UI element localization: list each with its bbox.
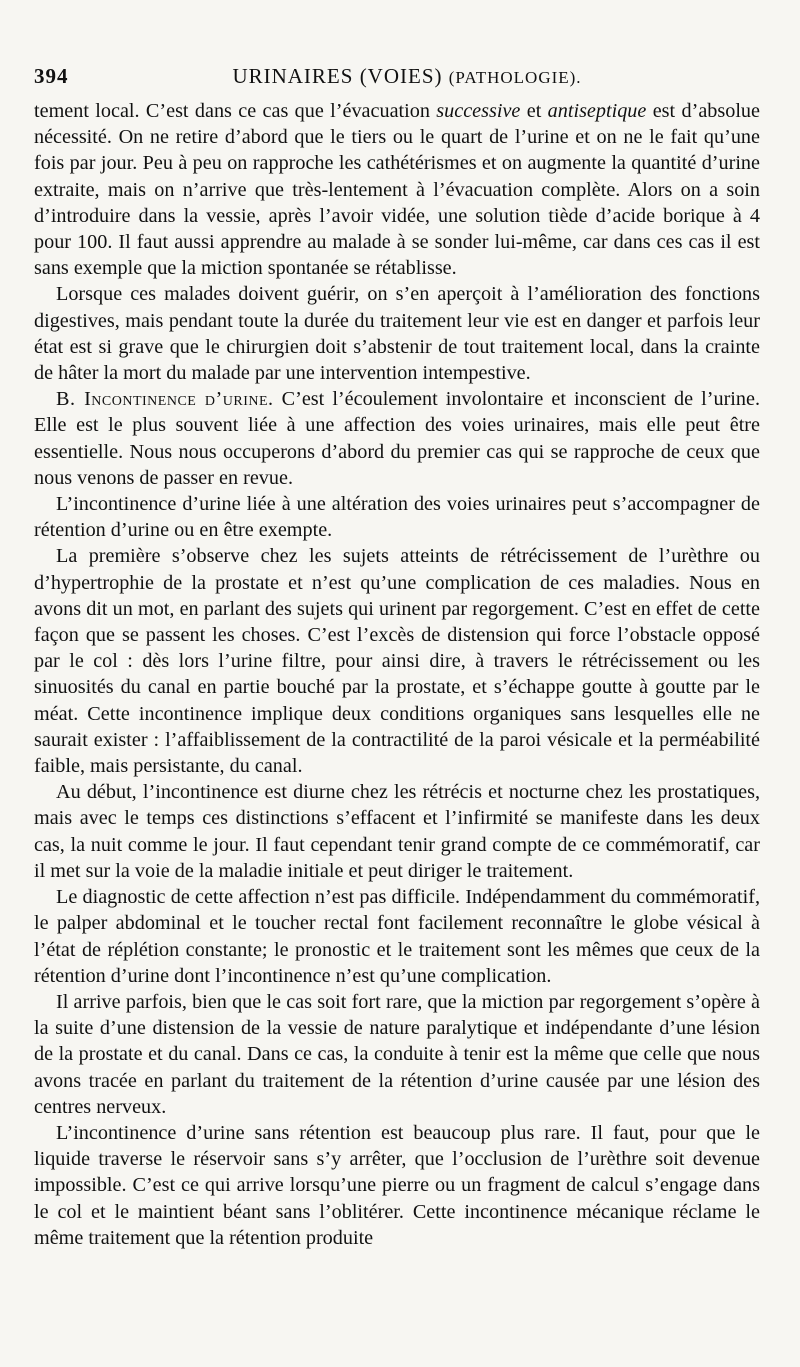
paragraph-1 [34,98,760,281]
running-title [34,64,760,89]
paragraph-1-text-a: tement local. C’est dans ce cas que l’évacuation [34,100,437,122]
paragraph-6: Au début, l’incontinence est diurne chez les rétrécis et nocturne chez les prostatiques, mais avec le temps ces distinctions s’effacent et l’infirmité se manifeste dans les deux cas, la nuit comme le jour. Il faut cependant tenir grand compte de ce commémoratif, car il met sur la voie de la maladie initiale et peut diriger le traitement. [34,781,760,882]
paragraph-1-text-b: et [520,100,548,122]
paragraph-3-text: C’est l’écoulement involontaire et inconscient de l’urine. Elle est le plus souvent liée à une affection des voies urinaires, mais elle peut être essentielle. Nous nous occuperons d’abord du premier cas qui se rapproche de ceux que nous venons de passer en revue. [34,388,761,489]
paragraph-8: Il arrive parfois, bien que le cas soit fort rare, que la miction par regorgement s’opère à la suite d’une distension de la vessie de nature paralytique et indépendante d’une lésion de la prostate et du canal. Dans ce cas, la conduite à tenir est la même que celle que nous avons tracée en parlant du traitement de la rétention d’urine causée par une lésion des centres nerveux. [34,990,760,1118]
paragraph-9: L’incontinence d’urine sans rétention est beaucoup plus rare. Il faut, pour que le liquide traverse le réservoir sans s’y arrêter, que l’occlusion de l’urèthre soit devenue impossible. C’est ce qui arrive lorsqu’une pierre ou un fragment de calcul s’engage dans le col et le maintient béant sans l’oblitérer. Cette incontinence mécanique réclame le même traitement que la rétention produite [34,1121,760,1249]
page-number: 394 [34,64,69,88]
running-title-subtitle: (PATHOLOGIE). [448,68,582,87]
paragraph-1-text-c: est d’absolue nécessité. On ne retire d’abord que le tiers ou le quart de l’urine et on ne le fait qu’une fois par jour. Peu à peu on rapproche les cathétérismes et on augmente la quantité d’urine extraite, mais on n’arrive que très-lentement à l’évacuation complète. Alors on a soin d’introduire dans la vessie, après l’avoir vidée, une solution tiède d’acide borique à 4 pour 100. Il faut aussi apprendre au malade à se sonder lui-même, car dans ces cas il est sans exemple que la miction spontanée se rétablisse. [34,100,760,280]
paragraph-2: Lorsque ces malades doivent guérir, on s’en aperçoit à l’amélioration des fonctions digestives, mais pendant toute la durée du traitement leur vie est en danger et parfois leur état est si grave que le chirurgien doit s’abstenir de tout traitement local, dans la crainte de hâter la mort du malade par une intervention intempestive. [34,283,760,385]
running-header [34,58,760,98]
paragraph-1-emphasis-successive: successive [436,100,521,122]
paragraph-7: Le diagnostic de cette affection n’est pas difficile. Indépendamment du commémoratif, le palper abdominal et le toucher rectal font facilement reconnaître le globe vésical à l’état de réplétion constante; le pronostic et le traitement sont les mêmes que ceux de la rétention d’urine dont l’incontinence n’est qu’une complication. [34,886,760,987]
page-body [34,98,760,1251]
paragraph-5: La première s’observe chez les sujets atteints de rétrécissement de l’urèthre ou d’hypertrophie de la prostate et n’est qu’une complication de ces maladies. Nous en avons dit un mot, en parlant des sujets qui urinent par regorgement. C’est en effet de cette façon que se passent les choses. C’est l’excès de distension qui force l’obstacle opposé par le col : dès lors l’urine filtre, pour ainsi dire, à travers le rétrécissement ou les sinuosités du canal en partie bouché par la prostate, et s’échappe goutte à goutte par le méat. Cette incontinence implique deux conditions organiques sans lesquelles elle ne saurait exister : l’affaiblissement de la contractilité de la paroi vésicale et la perméabilité faible, mais persistante, du canal. [34,545,760,778]
section-heading-incontinence: B. Incontinence d’urine. [56,388,274,411]
paragraph-1-emphasis-antiseptique: antiseptique [547,100,647,122]
paragraph-3 [34,386,760,491]
running-title-main: URINAIRES (VOIES) [232,64,443,88]
paragraph-4: L’incontinence d’urine liée à une altération des voies urinaires peut s’accompagner de rétention d’urine ou en être exempte. [34,493,760,542]
